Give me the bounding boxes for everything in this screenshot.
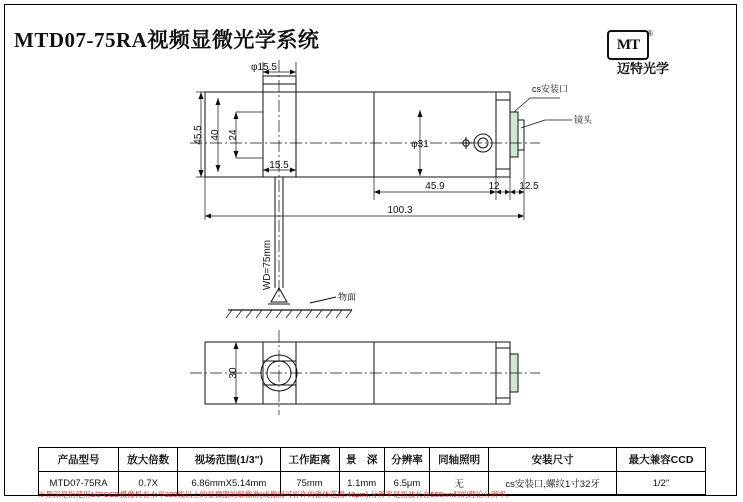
label-object-plane: 物面	[338, 292, 357, 302]
logo-company-name: 迈特光学	[616, 61, 669, 76]
th-mount-size: 安装尺寸	[489, 448, 617, 472]
td-fov: 6.86mmX5.14mm	[178, 472, 280, 495]
th-depth-of-field: 景 深	[339, 448, 384, 472]
td-resolution: 6.5μm	[384, 472, 429, 495]
th-max-ccd: 最大兼容CCD	[617, 448, 706, 472]
th-resolution: 分辨率	[384, 448, 429, 472]
th-coaxial-illumination: 同轴照明	[430, 448, 489, 472]
dim-45-9: 45.9	[425, 181, 445, 192]
label-wd: WD=75mm	[262, 239, 273, 291]
td-working-distance: 75mm	[280, 472, 339, 495]
dim-phi-top: φ15.5	[251, 62, 277, 73]
dim-24: 24	[228, 129, 239, 141]
table-header-row	[39, 448, 706, 472]
dim-30: 30	[228, 367, 239, 379]
dim-12-5: 12.5	[519, 181, 539, 192]
dim-45-5: 45.5	[193, 125, 204, 145]
td-magnification: 0.7X	[119, 472, 178, 495]
footnote: ※景深是指使用1/2"CCD摄像机在水平320线以上的显微器的解像准(成像面可容许的锥体范围:40μm),分辨率是指波长在550nm时的理论分辨率。	[38, 490, 514, 499]
th-working-distance: 工作距离	[280, 448, 339, 472]
td-model: MTD07-75RA	[39, 472, 119, 495]
specification-table	[38, 447, 706, 495]
th-model: 产品型号	[39, 448, 119, 472]
dim-40: 40	[210, 129, 221, 141]
registered-icon: ®	[647, 29, 653, 38]
logo-badge: MT	[607, 30, 649, 60]
dim-100-3: 100.3	[387, 205, 413, 216]
th-fov: 视场范围(1/3")	[178, 448, 280, 472]
dim-15-5: 15.5	[269, 160, 289, 171]
td-depth-of-field: 1.1mm	[339, 472, 384, 495]
label-cs-mount: cs安装口	[532, 84, 569, 94]
th-magnification: 放大倍数	[119, 448, 178, 472]
td-coaxial-illumination: 无	[430, 472, 489, 495]
label-lens: 镜头	[574, 115, 593, 125]
dim-12: 12	[488, 181, 500, 192]
td-max-ccd: 1/2"	[617, 472, 706, 495]
page-title: MTD07-75RA视频显微光学系统	[14, 28, 320, 52]
td-mount-size: cs安装口,螺纹1寸32牙	[489, 472, 617, 495]
dim-phi-31: φ31	[411, 139, 429, 150]
